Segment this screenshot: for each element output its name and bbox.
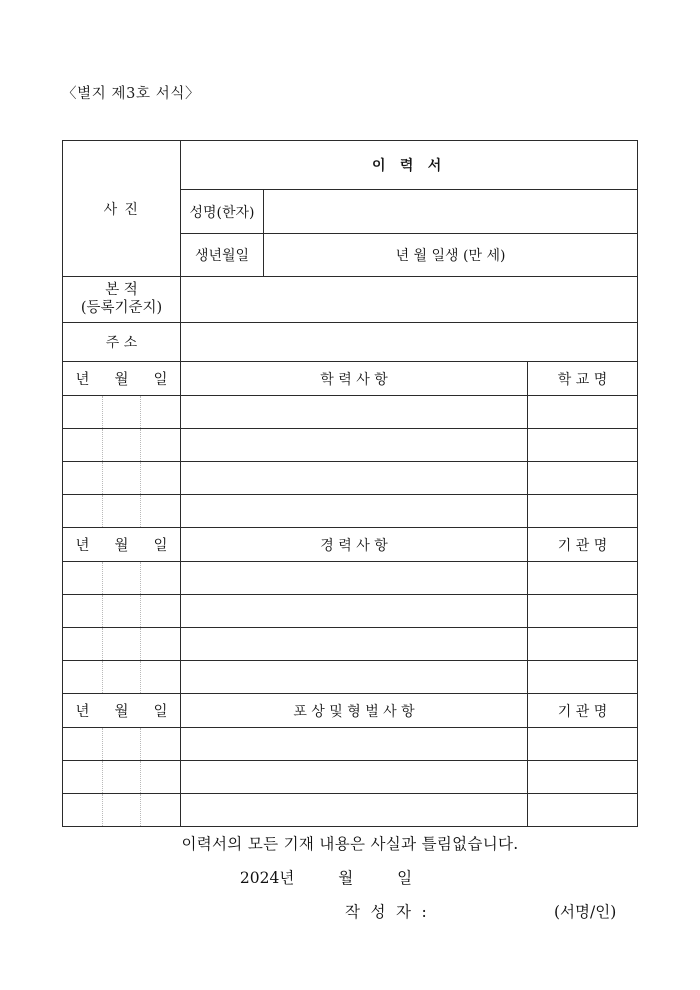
submission-year: 2024년	[239, 869, 295, 887]
ymd-year-label: 년	[75, 704, 90, 720]
awards-date-cell[interactable]	[63, 761, 181, 794]
birthdate-label: 생년월일	[181, 233, 264, 276]
declaration-text: 이력서의 모든 기재 내용은 사실과 틀림없습니다.	[181, 835, 519, 853]
address-row	[63, 323, 638, 362]
education-content-header: 학 력 사 항	[181, 362, 528, 396]
career-date-header	[63, 528, 181, 562]
awards-org-cell[interactable]	[528, 794, 638, 827]
date-divider-year-month	[102, 562, 103, 594]
date-divider-month-day	[140, 396, 141, 428]
domicile-label	[63, 277, 181, 323]
table-row	[63, 761, 638, 794]
address-label: 주 소	[63, 323, 181, 362]
education-content-cell[interactable]	[181, 396, 528, 429]
education-org-cell[interactable]	[528, 396, 638, 429]
awards-content-cell[interactable]	[181, 728, 528, 761]
awards-org-header: 기 관 명	[528, 694, 638, 728]
date-divider-year-month	[102, 595, 103, 627]
ymd-month-label: 월	[114, 704, 129, 720]
career-header-row	[63, 528, 638, 562]
education-date-cell[interactable]	[63, 396, 181, 429]
ymd-year-label: 년	[75, 372, 90, 388]
education-content-cell[interactable]	[181, 429, 528, 462]
date-divider-month-day	[140, 429, 141, 461]
date-divider-month-day	[140, 728, 141, 760]
career-org-cell[interactable]	[528, 562, 638, 595]
address-value-field[interactable]	[181, 323, 638, 362]
date-divider-year-month	[102, 429, 103, 461]
awards-content-cell[interactable]	[181, 794, 528, 827]
education-org-cell[interactable]	[528, 429, 638, 462]
table-row	[63, 661, 638, 694]
career-content-cell[interactable]	[181, 628, 528, 661]
domicile-label-line2: (등록기준지)	[80, 299, 163, 316]
career-date-cell[interactable]	[63, 661, 181, 694]
awards-header-row	[63, 694, 638, 728]
form-number-header: 〈별지 제3호 서식〉	[62, 86, 201, 102]
domicile-row	[63, 277, 638, 323]
submission-day: 일	[397, 869, 413, 887]
ymd-month-label: 월	[114, 372, 129, 388]
submission-date-line	[0, 866, 700, 888]
education-header-row	[63, 362, 638, 396]
date-divider-year-month	[102, 396, 103, 428]
date-divider-month-day	[140, 595, 141, 627]
date-divider-year-month	[102, 794, 103, 826]
date-divider-month-day	[140, 761, 141, 793]
awards-date-cell[interactable]	[63, 794, 181, 827]
education-date-header	[63, 362, 181, 396]
awards-content-header: 포 상 및 형 벌 사 항	[181, 694, 528, 728]
table-row	[63, 728, 638, 761]
awards-date-cell[interactable]	[63, 728, 181, 761]
signature-seal-note: (서명/인)	[554, 903, 617, 921]
page-title: 이 력 서	[181, 141, 638, 190]
date-divider-month-day	[140, 462, 141, 494]
table-row	[63, 562, 638, 595]
career-date-cell[interactable]	[63, 595, 181, 628]
date-divider-month-day	[140, 661, 141, 693]
education-content-cell[interactable]	[181, 495, 528, 528]
career-org-header: 기 관 명	[528, 528, 638, 562]
date-divider-month-day	[140, 628, 141, 660]
date-divider-year-month	[102, 761, 103, 793]
career-content-cell[interactable]	[181, 595, 528, 628]
date-divider-month-day	[140, 794, 141, 826]
table-row	[63, 628, 638, 661]
career-content-header: 경 력 사 항	[181, 528, 528, 562]
awards-org-cell[interactable]	[528, 761, 638, 794]
education-date-cell[interactable]	[63, 462, 181, 495]
education-date-cell[interactable]	[63, 429, 181, 462]
date-divider-year-month	[102, 628, 103, 660]
career-content-cell[interactable]	[181, 562, 528, 595]
domicile-value-field[interactable]	[181, 277, 638, 323]
ymd-day-label: 일	[153, 372, 168, 388]
writer-label: 작 성 자 :	[345, 903, 430, 921]
photo-label: 사 진	[103, 201, 140, 218]
domicile-label-line1: 본 적	[105, 282, 138, 299]
photo-cell[interactable]	[63, 141, 181, 277]
awards-content-cell[interactable]	[181, 761, 528, 794]
education-org-cell[interactable]	[528, 495, 638, 528]
table-row	[63, 794, 638, 827]
title-row	[63, 141, 638, 190]
career-org-cell[interactable]	[528, 661, 638, 694]
date-divider-year-month	[102, 728, 103, 760]
education-date-cell[interactable]	[63, 495, 181, 528]
awards-date-header	[63, 694, 181, 728]
ymd-year-label: 년	[75, 538, 90, 554]
submission-month: 월	[338, 869, 354, 887]
career-org-cell[interactable]	[528, 595, 638, 628]
date-divider-year-month	[102, 495, 103, 527]
name-label: 성명(한자)	[181, 190, 264, 233]
table-row	[63, 595, 638, 628]
date-divider-month-day	[140, 495, 141, 527]
ymd-month-label: 월	[114, 538, 129, 554]
name-value-field[interactable]	[264, 190, 638, 233]
education-org-header: 학 교 명	[528, 362, 638, 396]
date-divider-year-month	[102, 661, 103, 693]
table-row	[63, 495, 638, 528]
table-row	[63, 462, 638, 495]
career-date-cell[interactable]	[63, 628, 181, 661]
date-divider-year-month	[102, 462, 103, 494]
table-row	[63, 429, 638, 462]
table-row	[63, 396, 638, 429]
ymd-day-label: 일	[153, 704, 168, 720]
date-divider-month-day	[140, 562, 141, 594]
education-content-cell[interactable]	[181, 462, 528, 495]
birthdate-value-field[interactable]: 년 월 일생 (만 세)	[264, 233, 638, 276]
career-date-cell[interactable]	[63, 562, 181, 595]
ymd-day-label: 일	[153, 538, 168, 554]
resume-form-table	[62, 140, 638, 827]
awards-org-cell[interactable]	[528, 728, 638, 761]
career-org-cell[interactable]	[528, 628, 638, 661]
career-content-cell[interactable]	[181, 661, 528, 694]
education-org-cell[interactable]	[528, 462, 638, 495]
